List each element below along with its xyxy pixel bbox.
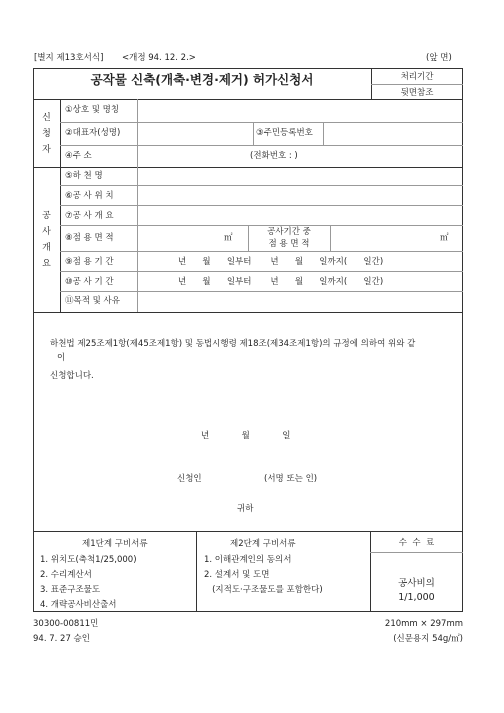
docs-stage1-item-1: 1. 위치도(축척1/25,000) — [40, 555, 137, 565]
structure-char-3: 개 — [42, 243, 51, 253]
applicant-label-divider — [137, 99, 138, 167]
structure-row-line-3 — [60, 225, 463, 226]
applicant-group-label — [33, 110, 60, 158]
applicant-char-2: 청 — [42, 129, 51, 139]
work-overview-label: ⑦공 사 개 요 — [65, 211, 114, 221]
processing-divider — [371, 84, 463, 85]
structure-row-line-4 — [60, 251, 463, 252]
occupancy-area-label: ⑧점 용 면 적 — [65, 233, 114, 243]
form-code: 30300-00811민 — [33, 619, 99, 629]
fee-divider — [370, 552, 463, 553]
work-period-area-label-1: 공사기간 중 — [267, 227, 311, 237]
occupancy-area-unit: ㎡ — [224, 233, 233, 243]
fee-label: 수 수 료 — [398, 538, 435, 548]
declaration-line-3: 신청합니다. — [50, 371, 94, 381]
applicant-group-divider — [60, 99, 61, 167]
declaration-bottom-line — [33, 531, 463, 532]
address-label: ④주 소 — [65, 151, 92, 161]
recipient-label: 귀하 — [237, 504, 254, 514]
structure-char-1: 공 — [42, 211, 51, 221]
structure-row-line-5 — [60, 271, 463, 272]
docs-stage1-title: 제1단계 구비서류 — [82, 539, 148, 549]
title-bottom-line — [33, 99, 463, 100]
structure-bottom-line — [33, 312, 463, 313]
form-title: 공작물 신축(개축·변경·제거) 허가신청서 — [90, 72, 314, 87]
docs-stage2-item-3: (지적도·구조물도를 포함한다) — [204, 585, 323, 595]
docs-stage2-item-1: 1. 이해관계인의 동의서 — [204, 555, 292, 565]
revision-note: <개정 94. 12. 2.> — [122, 53, 196, 63]
structure-row-line-1 — [60, 185, 463, 186]
work-period-area-label-2: 점 용 면 적 — [268, 239, 310, 249]
applicant-char-3: 자 — [42, 145, 51, 155]
river-name-label: ⑤하 천 명 — [65, 171, 103, 181]
representative-label: ②대표자(성명) — [65, 128, 121, 138]
approval-date: 94. 7. 27 승인 — [33, 634, 90, 644]
work-period-area-unit: ㎡ — [440, 233, 449, 243]
applicant-bottom-line — [33, 167, 463, 168]
docs-stage1-item-3: 3. 표준구조물도 — [40, 585, 101, 595]
phone-label: (전화번호 : ) — [250, 151, 298, 161]
declaration-line-2: 이 — [57, 353, 66, 363]
applicant-row-line-2 — [60, 145, 463, 146]
docs-stage1-item-2: 2. 수리계산서 — [40, 570, 92, 580]
application-date: 년 월 일 — [201, 431, 291, 441]
occupancy-period-label: ⑨점 용 기 간 — [65, 257, 114, 267]
structure-char-2: 사 — [42, 227, 51, 237]
form-number: [별지 제13호서식] — [34, 53, 104, 63]
applicant-rrn-divider-a — [253, 122, 254, 145]
fee-rate-line-1: 공사비의 — [398, 578, 435, 589]
docs-divider-1 — [196, 531, 197, 612]
work-location-label: ⑥공 사 위 치 — [65, 191, 114, 201]
docs-stage2-item-2: 2. 설계서 및 도면 — [204, 570, 270, 580]
resident-number-label: ③주민등록번호 — [256, 128, 313, 138]
structure-group-label — [33, 208, 60, 272]
business-name-label: ①상호 및 명칭 — [65, 105, 120, 115]
applicant-char-1: 신 — [42, 113, 51, 123]
fee-rate-line-2: 1/1,000 — [398, 592, 435, 603]
area-divider-b — [330, 225, 331, 251]
front-side-label: (앞 면) — [426, 53, 452, 63]
structure-row-line-2 — [60, 205, 463, 206]
processing-label: 처리기간 — [400, 72, 434, 82]
applicant-row-line-1 — [60, 122, 463, 123]
docs-stage1-item-4: 4. 개략공사비산출서 — [40, 600, 117, 610]
work-period-dates: 년 월 일부터 년 월 일까지( 일간) — [178, 277, 384, 287]
paper-type: (신문용지 54g/㎡) — [393, 634, 463, 644]
docs-stage2-title: 제2단계 구비서류 — [230, 539, 296, 549]
work-period-label: ⑩공 사 기 간 — [65, 277, 114, 287]
structure-char-4: 요 — [42, 259, 51, 269]
purpose-label: ⑪목적 및 사유 — [65, 296, 120, 306]
applicant-rrn-divider-b — [323, 122, 324, 145]
structure-row-line-6 — [60, 291, 463, 292]
paper-size: 210mm × 297mm — [384, 619, 463, 629]
processing-value: 뒷면참조 — [400, 88, 434, 98]
declaration-line-1: 하천법 제25조제1항(제45조제1항) 및 동법시행령 제18조(제34조제1항)의 규정에 의하여 위와 같 — [50, 339, 416, 349]
signature-note: (서명 또는 인) — [264, 474, 318, 484]
applicant-signature-label: 신청인 — [177, 474, 202, 484]
occupancy-period-dates: 년 월 일부터 년 월 일까지( 일간) — [178, 257, 384, 267]
